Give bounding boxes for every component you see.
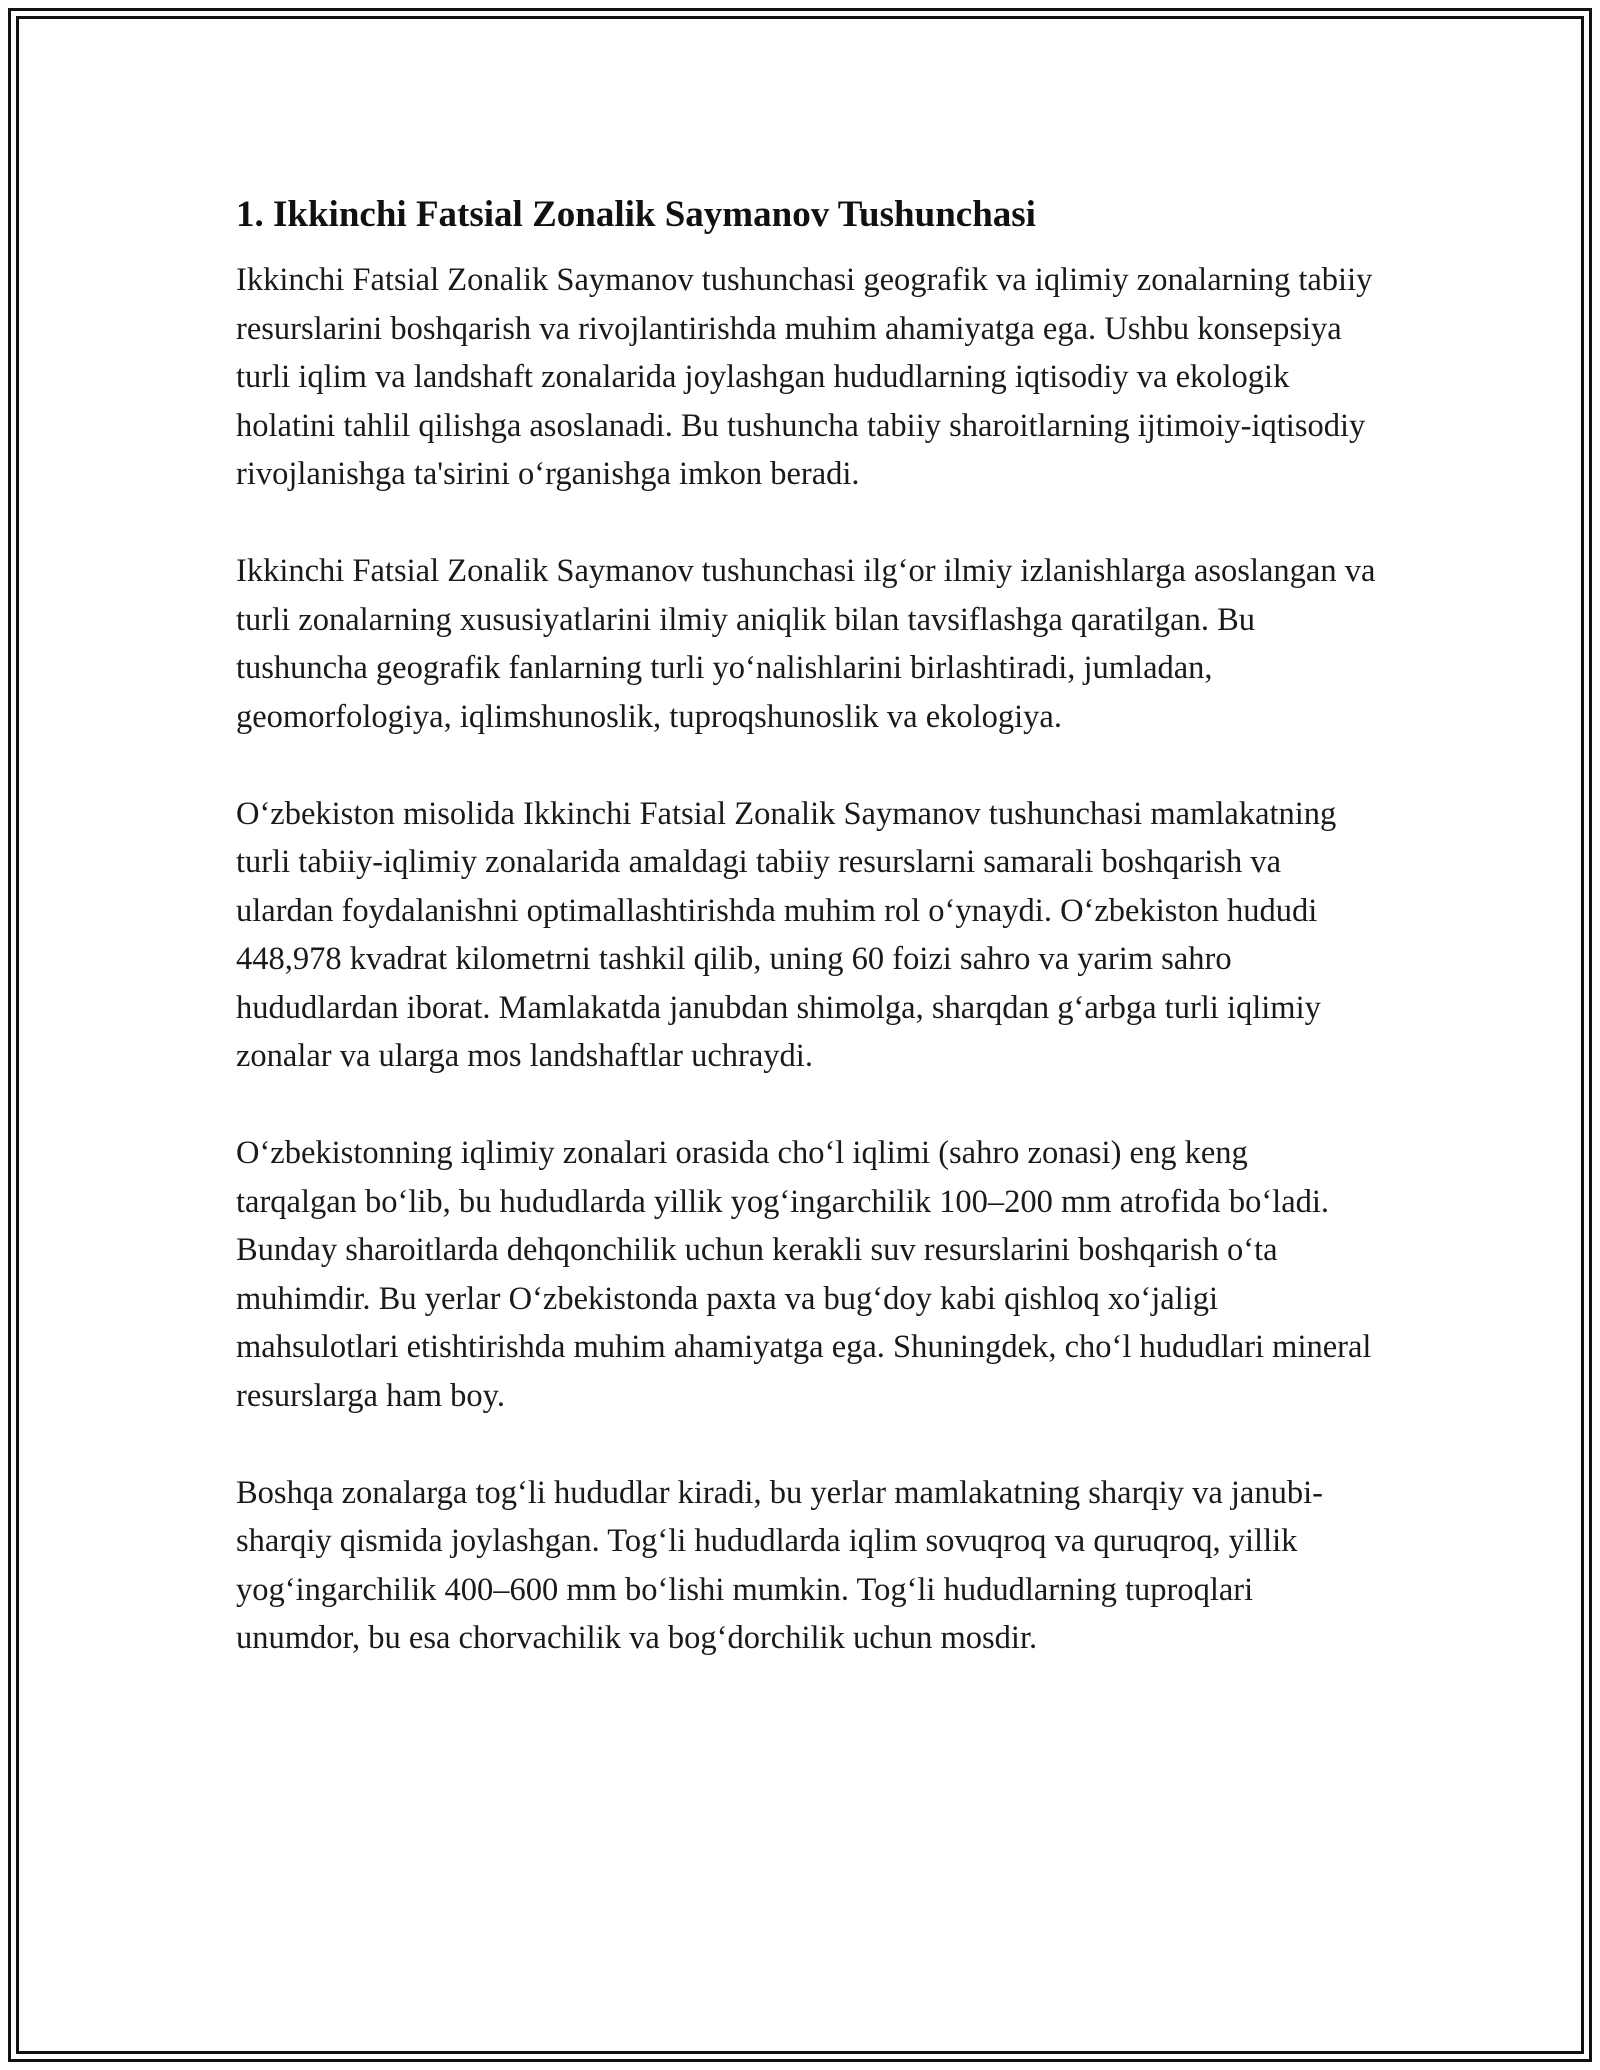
paragraph-4: O‘zbekistonning iqlimiy zonalari orasida cho‘l iqlimi (sahro zonasi) eng keng tarqalgan bo‘lib, bu hududlarda yillik yog‘ingarchilik 100–200 mm atrofida bo‘ladi. Bunday sharoitlarda dehqonchilik uchun kerakli suv resurslarini boshqarish o‘ta muhimdir. Bu yerlar O‘zbekistonda paxta va bug‘doy kabi qishloq xo‘jaligi mahsulotlari etishtirishda muhim ahamiyatga ega. Shuningdek, cho‘l hududlari mineral resurslarga ham boy. <box>236 1135 1372 1414</box>
paragraph-1: Ikkinchi Fatsial Zonalik Saymanov tushunchasi geografik va iqlimiy zonalarning tabiiy resurslarini boshqarish va rivojlantirishda muhim ahamiyatga ega. Ushbu konsepsiya turli iqlim va landshaft zonalarida joylashgan hududlarning iqtisodiy va ekologik holatini tahlil qilishga asoslanadi. Bu tushuncha tabiiy sharoitlarning ijtimoiy-iqtisodiy rivojlanishga ta'sirini o‘rganishga imkon beradi. <box>236 262 1373 492</box>
section-heading: 1. Ikkinchi Fatsial Zonalik Saymanov Tushunchasi <box>236 194 1036 235</box>
paragraph-2: Ikkinchi Fatsial Zonalik Saymanov tushunchasi ilg‘or ilmiy izlanishlarga asoslangan va turli zonalarning xususiyatlarini ilmiy aniqlik bilan tavsiflashga qaratilgan. Bu tushuncha geografik fanlarning turli yo‘nalishlarini birlashtiradi, jumladan, geomorfologiya, iqlimshunoslik, tuproqshunoslik va ekologiya. <box>236 553 1376 735</box>
paragraph-3: O‘zbekiston misolida Ikkinchi Fatsial Zonalik Saymanov tushunchasi mamlakatning turli tabiiy-iqlimiy zonalarida amaldagi tabiiy resurslarni samarali boshqarish va ulardan foydalanishni optimallashtirishda muhim rol o‘ynaydi. O‘zbekiston hududi 448,978 kvadrat kilometrni tashkil qilib, uning 60 foizi sahro va yarim sahro hududlardan iborat. Mamlakatda janubdan shimolga, sharqdan g‘arbga turli iqlimiy zonalar va ularga mos landshaftlar uchraydi. <box>236 795 1337 1074</box>
document-body <box>236 185 1376 1711</box>
paragraph-5: Boshqa zonalarga tog‘li hududlar kiradi, bu yerlar mamlakatning sharqiy va janubi-sharqiy qismida joylashgan. Tog‘li hududlarda iqlim sovuqroq va quruqroq, yillik yog‘ingarchilik 400–600 mm bo‘lishi mumkin. Tog‘li hududlarning tuproqlari unumdor, bu esa chorvachilik va bog‘dorchilik uchun mosdir. <box>236 1474 1323 1656</box>
